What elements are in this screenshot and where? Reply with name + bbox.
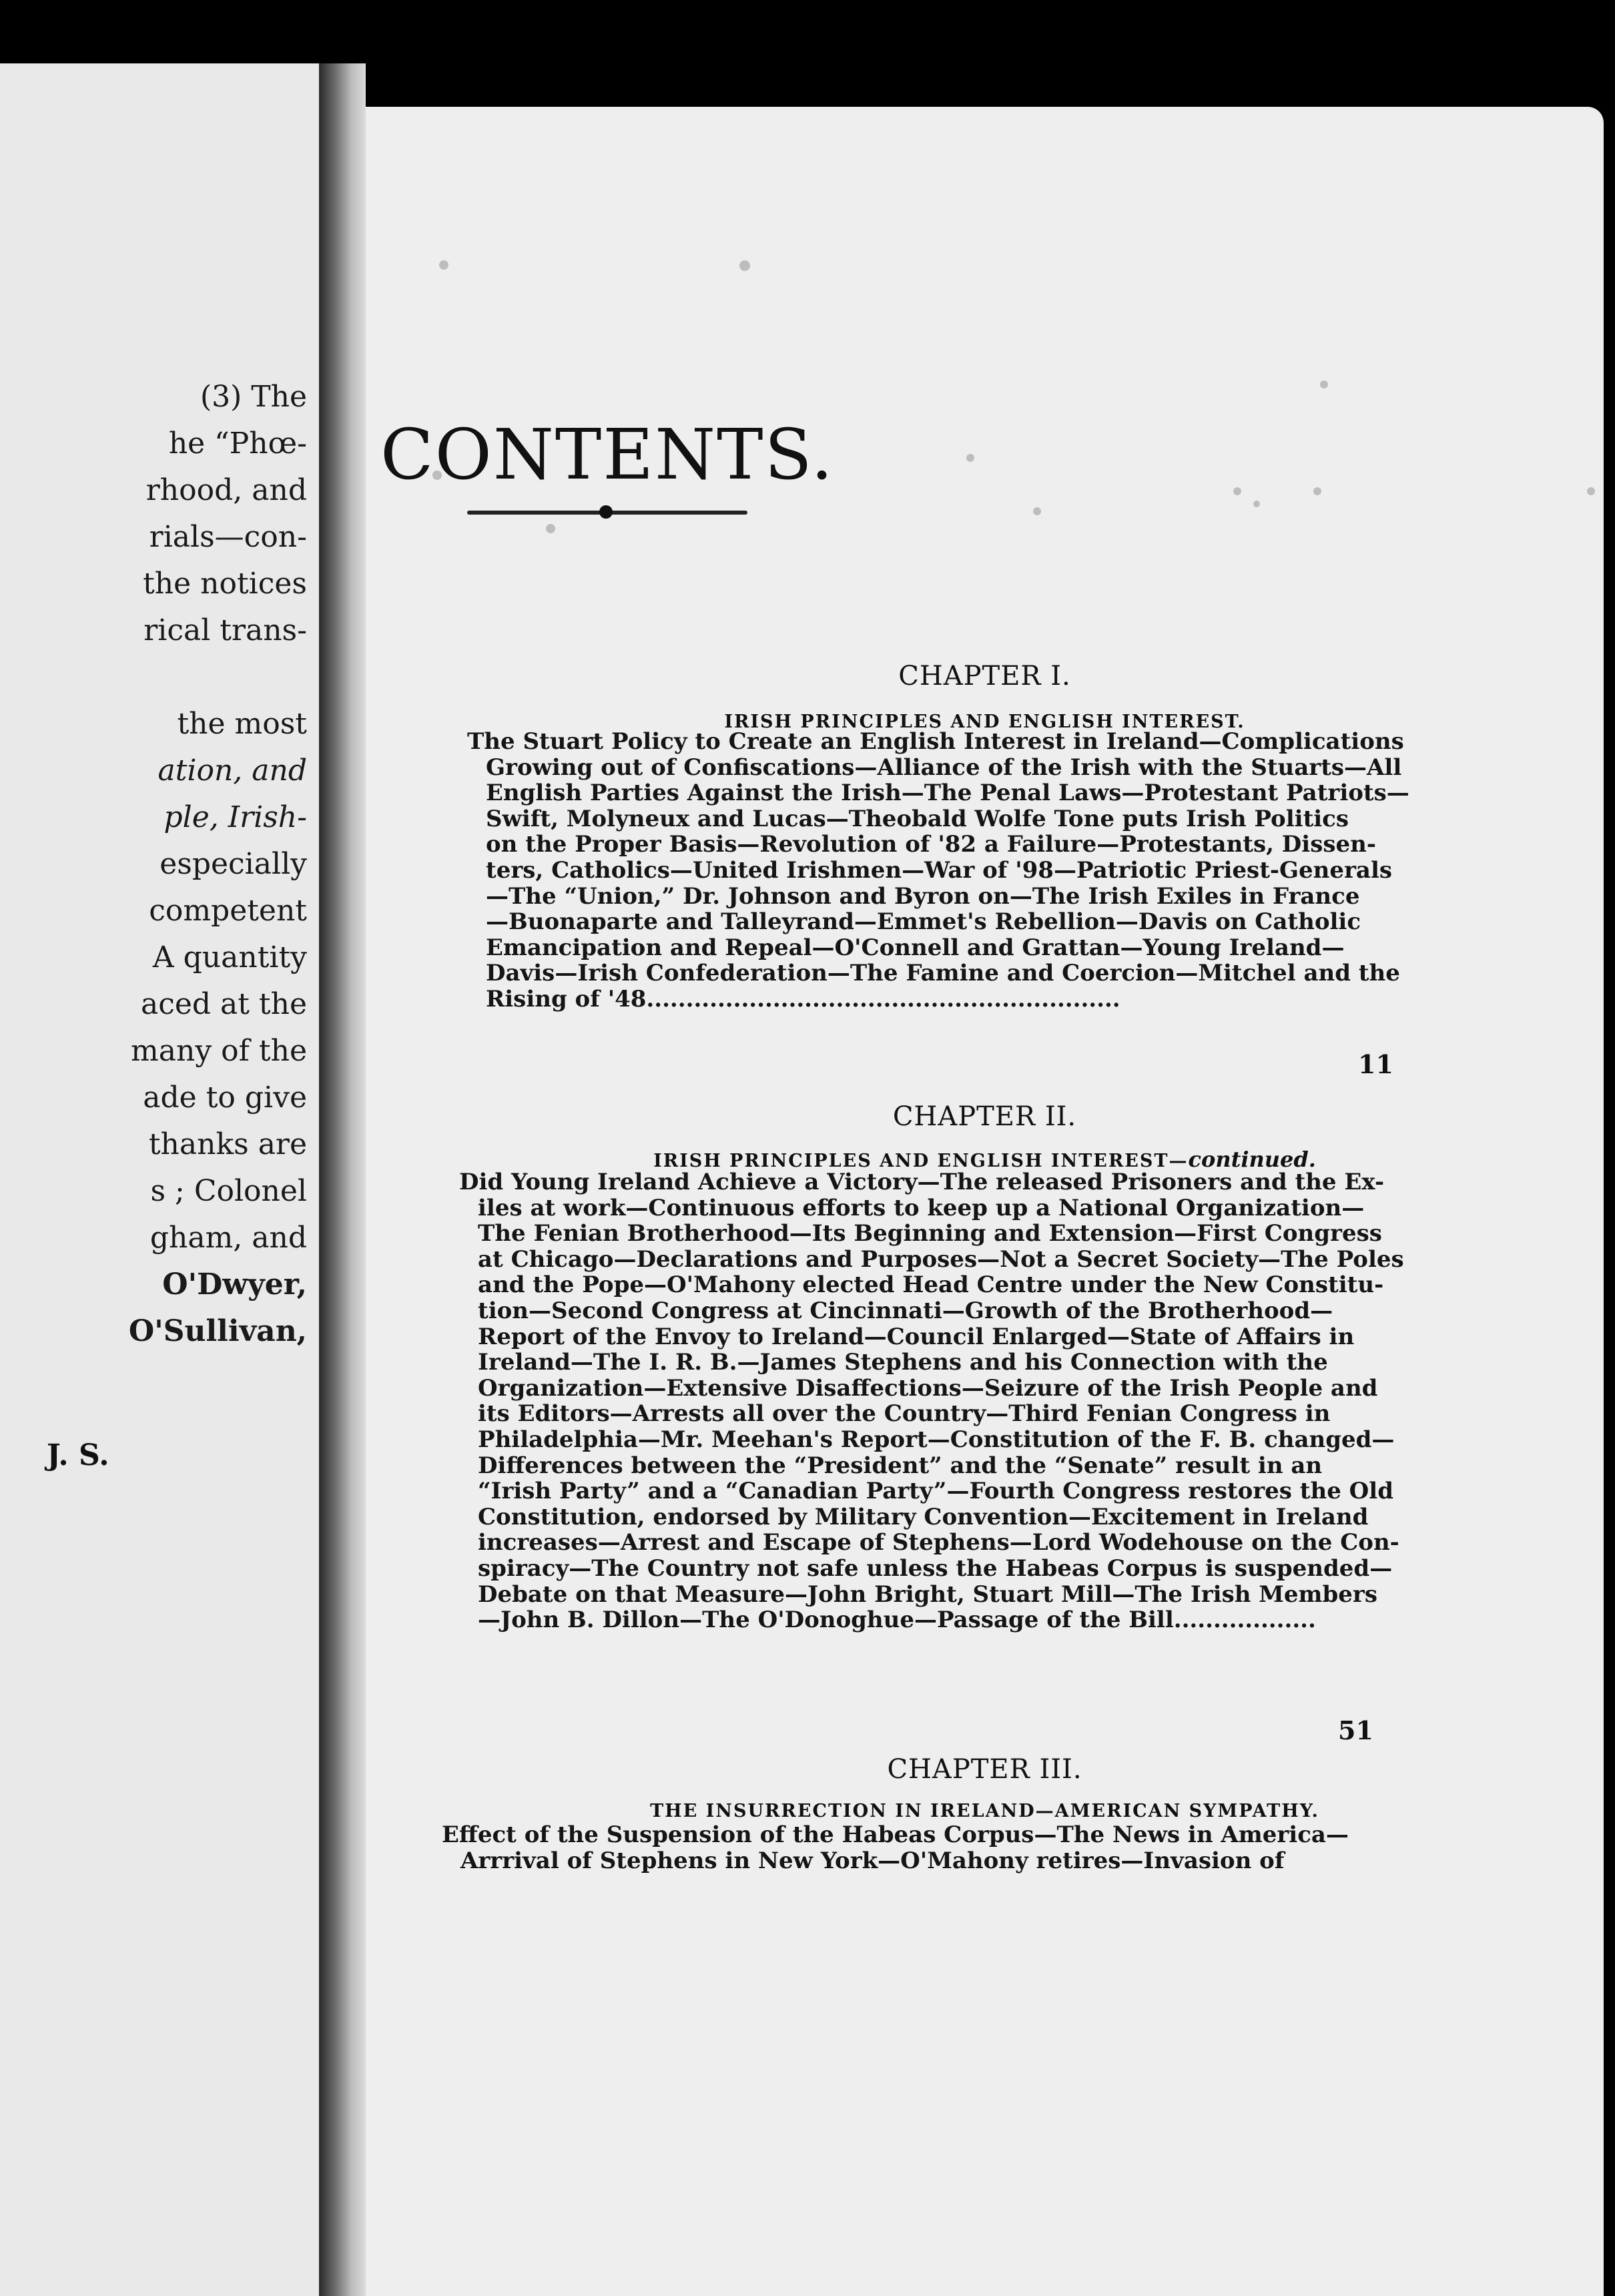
chapter-subtitle: IRISH PRINCIPLES AND ENGLISH INTEREST—continued. [653,1147,1316,1172]
facing-page-line: aced at the [140,987,307,1021]
facing-page-line: many of the [131,1034,307,1068]
chapter-heading: CHAPTER I. [898,661,1071,691]
facing-page-line: the most [177,707,307,741]
summary-line: Emancipation and Repeal—O'Connell and Grattan—Young Ireland— [486,934,1345,961]
summary-line: —John B. Dillon—The O'Donoghue—Passage of the Bill.................. [478,1607,1316,1634]
chapter-subtitle: IRISH PRINCIPLES AND ENGLISH INTEREST. [724,711,1245,732]
title-rule-ornament [599,505,613,519]
chapter-summary [467,729,1409,1013]
facing-page-line: the notices [143,567,307,601]
summary-line: on the Proper Basis—Revolution of '82 a Failure—Protestants, Dissen- [486,831,1376,858]
summary-line: Debate on that Measure—John Bright, Stuart Mill—The Irish Members [478,1581,1377,1608]
summary-line: iles at work—Continuous efforts to keep up a National Organization— [478,1194,1365,1221]
facing-page-line: O'Sullivan, [128,1314,307,1348]
facing-page-line: rhood, and [145,473,307,507]
facing-page-line: thanks are [148,1127,307,1161]
summary-line: ters, Catholics—United Irishmen—War of '98—Patriotic Priest-Generals [486,856,1393,884]
summary-line: The Stuart Policy to Create an English Interest in Ireland—Complications [467,728,1404,755]
chapter-heading: CHAPTER II. [892,1101,1077,1132]
facing-page-line: he “Phœ- [168,426,307,461]
summary-line: Effect of the Suspension of the Habeas Corpus—The News in America— [442,1821,1349,1848]
facing-page-line: rials—con- [149,520,307,554]
summary-line: “Irish Party” and a “Canadian Party”—Fourth Congress restores the Old [478,1478,1393,1505]
summary-line: The Fenian Brotherhood—Its Beginning and Extension—First Congress [478,1220,1382,1247]
summary-line: at Chicago—Declarations and Purposes—Not a Secret Society—The Poles [478,1245,1404,1273]
summary-line: —The “Union,” Dr. Johnson and Byron on—The Irish Exiles in France [486,882,1360,910]
facing-page-line: rical trans- [143,613,307,647]
summary-line: Ireland—The I. R. B.—James Stephens and his Connection with the [478,1349,1328,1376]
facing-page-line: O'Dwyer, [162,1267,307,1302]
summary-line: Report of the Envoy to Ireland—Council Enlarged—State of Affairs in [478,1323,1355,1350]
facing-page-line: ation, and [157,754,307,788]
facing-page [0,63,319,2296]
facing-page-line: especially [159,847,307,881]
facing-page-line: ade to give [143,1081,307,1115]
summary-line: and the Pope—O'Mahony elected Head Centre under the New Constitu- [478,1271,1384,1299]
summary-line: its Editors—Arrests all over the Country—Third Fenian Congress in [478,1400,1331,1428]
summary-line: Rising of '48............................................................ [486,985,1120,1013]
chapter-subtitle: THE INSURRECTION IN IRELAND—AMERICAN SYMPATHY. [650,1801,1319,1821]
facing-page-line: gham, and [149,1221,307,1255]
contents-title: CONTENTS. [380,414,835,495]
summary-line: Philadelphia—Mr. Meehan's Report—Constitution of the F. B. changed— [478,1426,1395,1453]
book-gutter [319,63,366,2296]
facing-page-line: competent [149,894,307,928]
summary-line: increases—Arrest and Escape of Stephens—Lord Wodehouse on the Con- [478,1529,1399,1556]
chapter-heading: CHAPTER III. [887,1754,1082,1785]
signature: J. S. [47,1438,109,1472]
summary-line: Organization—Extensive Disaffections—Seizure of the Irish People and [478,1374,1378,1402]
facing-page-line: s ; Colonel [150,1174,307,1208]
summary-line: Constitution, endorsed by Military Convention—Excitement in Ireland [478,1503,1369,1530]
facing-page-line: (3) The [200,380,307,414]
summary-line: spiracy—The Country not safe unless the Habeas Corpus is suspended— [478,1554,1393,1582]
chapter-summary [442,1822,1349,1874]
chapter-summary [459,1169,1404,1633]
summary-line: English Parties Against the Irish—The Penal Laws—Protestant Patriots— [486,780,1409,807]
page-number: 51 [1338,1715,1373,1745]
summary-line: Arrrival of Stephens in New York—O'Mahony retires—Invasion of [460,1847,1285,1874]
summary-line: Davis—Irish Confederation—The Famine and Coercion—Mitchel and the [486,960,1400,987]
summary-line: Swift, Molyneux and Lucas—Theobald Wolfe Tone puts Irish Politics [486,805,1349,832]
summary-line: Did Young Ireland Achieve a Victory—The released Prisoners and the Ex- [459,1169,1385,1195]
facing-page-line: A quantity [152,940,307,974]
summary-line: Growing out of Confiscations—Alliance of the Irish with the Stuarts—All [486,754,1402,781]
facing-page-line: ple, Irish- [164,800,307,834]
summary-line: Differences between the “President” and the “Senate” result in an [478,1452,1323,1479]
page-number: 11 [1358,1049,1393,1079]
summary-line: tion—Second Congress at Cincinnati—Growth of the Brotherhood— [478,1297,1333,1324]
summary-line: —Buonaparte and Talleyrand—Emmet's Rebellion—Davis on Catholic [486,908,1361,936]
